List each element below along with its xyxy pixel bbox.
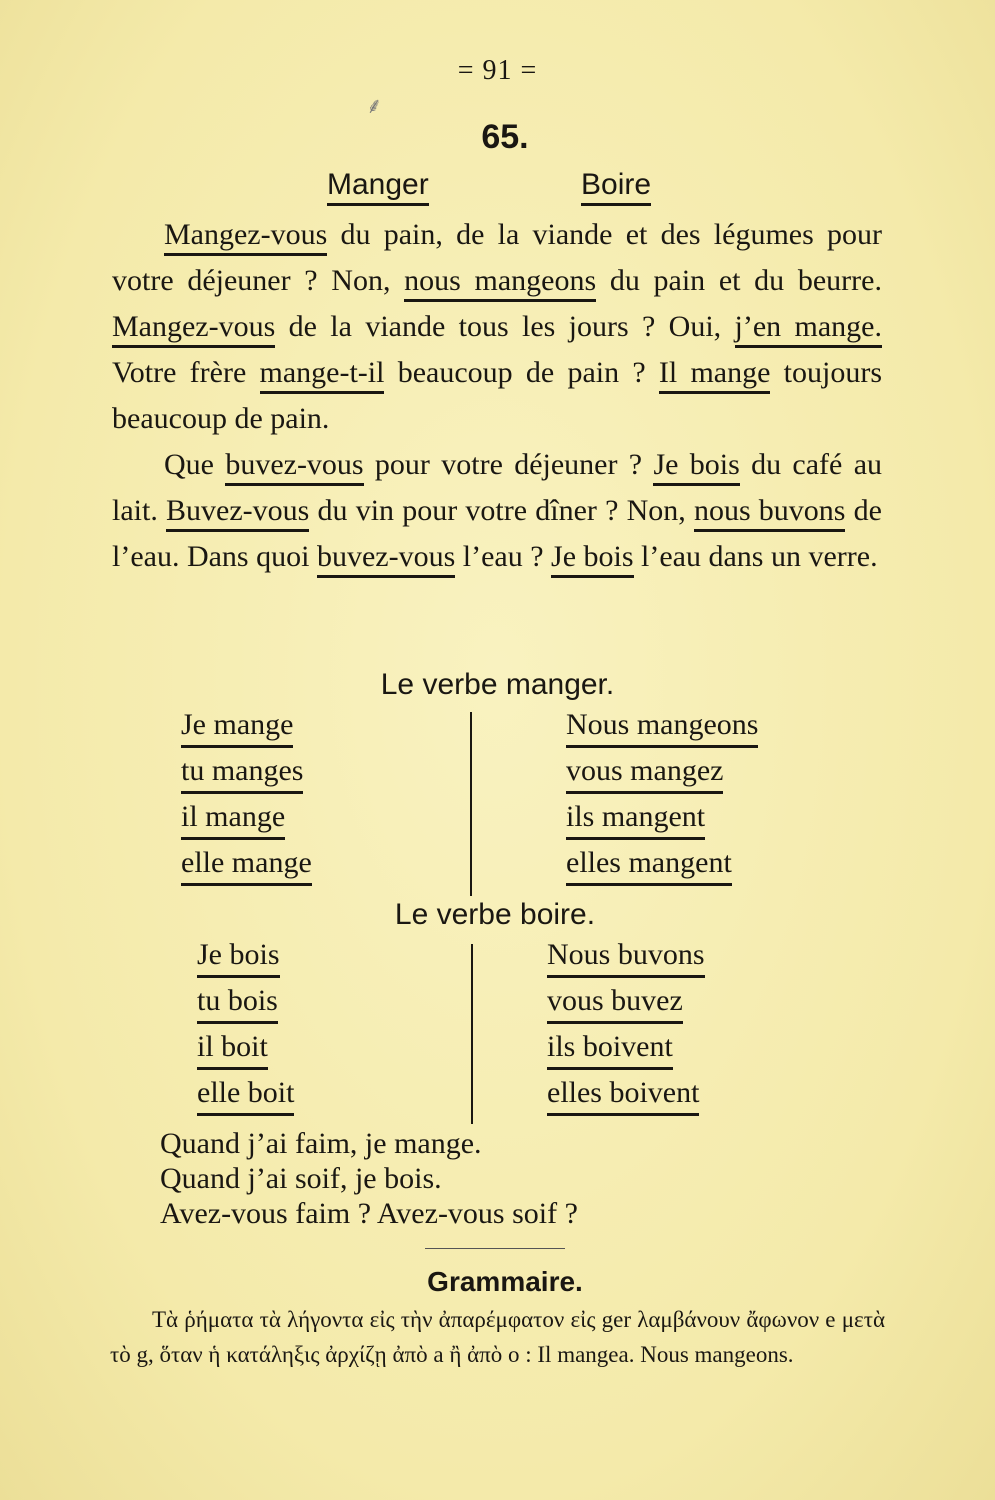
closing-line: Quand j’ai faim, je mange. <box>160 1127 482 1160</box>
grammar-note <box>110 1302 885 1372</box>
text-run: l’eau ? <box>455 540 552 573</box>
conj-row <box>566 800 758 846</box>
underlined-verb: buvez-vous <box>225 448 363 486</box>
conj-row <box>566 754 758 800</box>
underlined-verb: Mangez-vous <box>112 310 275 348</box>
underlined-verb: nous mangeons <box>404 264 596 302</box>
underlined-verb: Mangez-vous <box>164 218 327 256</box>
underlined-verb: Il mange <box>659 356 771 394</box>
text-run: pour votre déjeuner ? <box>363 448 654 481</box>
text-run: beaucoup de pain ? <box>384 356 659 389</box>
conj-form: Je bois <box>197 938 280 978</box>
paragraph-2 <box>112 442 882 580</box>
manger-plural <box>566 708 758 892</box>
text-run: Que <box>164 448 226 481</box>
conj-row <box>566 846 758 892</box>
conj-row <box>197 1076 294 1122</box>
text-run: Votre frère <box>112 356 260 389</box>
grammar-text: Τὰ ῥήματα τὰ λήγοντα εἰς τὴν ἀπαρέμφατον εἰς ger λαμβάνουν ἄφωνον e μετὰ τὸ g, ὅταν ἡ κατάληξις ἀρχίζῃ ἀπὸ a ἢ ἀπὸ o : Il mangea. Nous mangeons. <box>110 1307 885 1367</box>
heading-boire: Le verbe boire. <box>394 898 596 931</box>
grammar-heading: Grammaire. <box>427 1266 583 1297</box>
underlined-verb: nous buvons <box>694 494 846 532</box>
underlined-verb: Je bois <box>653 448 739 486</box>
conj-form: vous mangez <box>566 754 723 794</box>
conj-form: elle mange <box>181 846 312 886</box>
text-run: du vin pour votre dîner ? Non, <box>309 494 694 527</box>
text-run: du pain, de la viande et des légumes pour votre déjeuner ? Non, <box>112 218 882 297</box>
heading-manger: Le verbe manger. <box>380 668 615 701</box>
conj-form: tu manges <box>181 754 303 794</box>
text-run: l’eau dans un verre. <box>633 540 878 573</box>
conj-form: ils boivent <box>547 1030 673 1070</box>
underlined-verb: j’en mange. <box>735 310 882 348</box>
boire-singular <box>197 938 294 1122</box>
paragraph-1 <box>112 212 882 442</box>
conj-form: il boit <box>197 1030 268 1070</box>
conj-form: Nous buvons <box>547 938 705 978</box>
underlined-verb: Buvez-vous <box>166 494 309 532</box>
conj-form: ils mangent <box>566 800 705 840</box>
lesson-number: 65. <box>481 118 529 156</box>
title-manger-text: Manger <box>327 168 429 206</box>
manger-singular <box>181 708 312 892</box>
underlined-verb: buvez-vous <box>317 540 455 578</box>
conj-form: Je mange <box>181 708 293 748</box>
ink-mark: ⸙ <box>366 93 383 118</box>
title-boire <box>581 168 651 202</box>
conj-row <box>181 846 312 892</box>
text-run: du café au lait. <box>112 448 883 527</box>
conj-row <box>547 1030 705 1076</box>
conj-row <box>197 1030 294 1076</box>
title-boire-text: Boire <box>581 168 651 206</box>
conj-row <box>181 754 312 800</box>
underlined-verb: mange-t-il <box>260 356 385 394</box>
column-divider <box>470 712 472 896</box>
conj-row <box>547 1076 705 1122</box>
title-manger <box>327 168 429 202</box>
conj-row <box>566 708 758 754</box>
conj-form: Nous mangeons <box>566 708 758 748</box>
closing-lines <box>160 1126 578 1231</box>
page-number: = 91 = <box>457 55 538 86</box>
conj-form: elles mangent <box>566 846 732 886</box>
conj-form: tu bois <box>197 984 278 1024</box>
column-divider <box>471 944 473 1124</box>
conj-row <box>547 938 705 984</box>
text-run: toujours beaucoup de pain. <box>112 356 882 435</box>
conj-form: elles boivent <box>547 1076 699 1116</box>
conj-row <box>181 800 312 846</box>
text-run: de la viande tous les jours ? Oui, <box>275 310 735 343</box>
closing-line: Avez-vous faim ? Avez-vous soif ? <box>160 1197 578 1230</box>
boire-plural <box>547 938 705 1122</box>
conj-row <box>547 984 705 1030</box>
text-run: du pain et du beurre. <box>596 264 882 297</box>
conj-row <box>197 938 294 984</box>
conj-form: vous buvez <box>547 984 683 1024</box>
conj-row <box>181 708 312 754</box>
underlined-verb: Je bois <box>551 540 634 578</box>
closing-line: Quand j’ai soif, je bois. <box>160 1162 442 1195</box>
text-run: de l’eau. Dans quoi <box>112 494 882 573</box>
prose-text <box>112 212 882 580</box>
conj-row <box>197 984 294 1030</box>
section-divider <box>425 1248 565 1249</box>
conj-form: il mange <box>181 800 285 840</box>
conj-form: elle boit <box>197 1076 294 1116</box>
